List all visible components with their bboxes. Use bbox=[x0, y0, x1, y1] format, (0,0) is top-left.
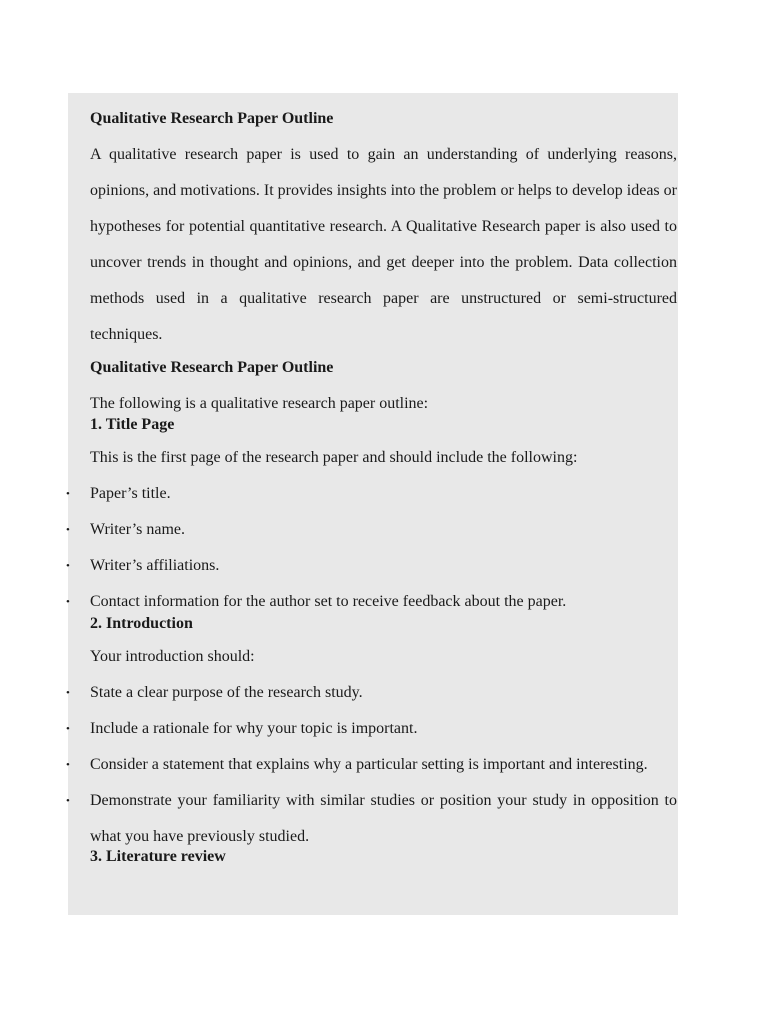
section-1-list bbox=[66, 476, 677, 613]
list-item: • Consider a statement that explains why a particular setting is important and interesting. bbox=[90, 747, 677, 783]
section-1-heading: 1. Title Page bbox=[90, 416, 175, 433]
section-2-list bbox=[66, 675, 677, 855]
bullet-icon: • bbox=[66, 560, 70, 572]
bullet-icon: • bbox=[66, 723, 70, 735]
list-item: • Paper’s title. bbox=[90, 476, 677, 512]
bullet-icon: • bbox=[66, 524, 70, 536]
list-item: • State a clear purpose of the research study. bbox=[90, 675, 677, 711]
bullet-icon: • bbox=[66, 596, 70, 608]
outline-intro: The following is a qualitative research paper outline: bbox=[90, 395, 429, 412]
list-item: • Contact information for the author set to receive feedback about the paper. bbox=[90, 591, 677, 613]
outline-title: Qualitative Research Paper Outline bbox=[90, 359, 334, 376]
section-2-heading: 2. Introduction bbox=[90, 615, 193, 632]
list-item: • Demonstrate your familiarity with similar studies or position your study in opposition to what you have previously studied. bbox=[90, 783, 677, 855]
bullet-icon: • bbox=[66, 759, 70, 771]
intro-paragraph: A qualitative research paper is used to gain an understanding of underlying reasons, opinions, and motivations. It provides insights into the problem or helps to develop ideas or hypotheses for potential quantitative research. A Qualitative Research paper is also used to uncover trends in thought and opinions, and get deeper into the problem. Data collection methods used in a qualitative research paper are unstructured or semi-structured techniques. bbox=[90, 146, 677, 343]
section-3-heading: 3. Literature review bbox=[90, 848, 226, 865]
document-body bbox=[66, 108, 677, 868]
section-2-lead: Your introduction should: bbox=[90, 648, 255, 665]
bullet-icon: • bbox=[66, 488, 70, 500]
list-item: • Include a rationale for why your topic is important. bbox=[90, 711, 677, 747]
document-title: Qualitative Research Paper Outline bbox=[90, 110, 334, 127]
bullet-icon: • bbox=[66, 795, 70, 807]
section-1-lead: This is the first page of the research paper and should include the following: bbox=[90, 449, 578, 466]
bullet-icon: • bbox=[66, 687, 70, 699]
list-item: • Writer’s affiliations. bbox=[90, 548, 677, 584]
list-item: • Writer’s name. bbox=[90, 512, 677, 548]
